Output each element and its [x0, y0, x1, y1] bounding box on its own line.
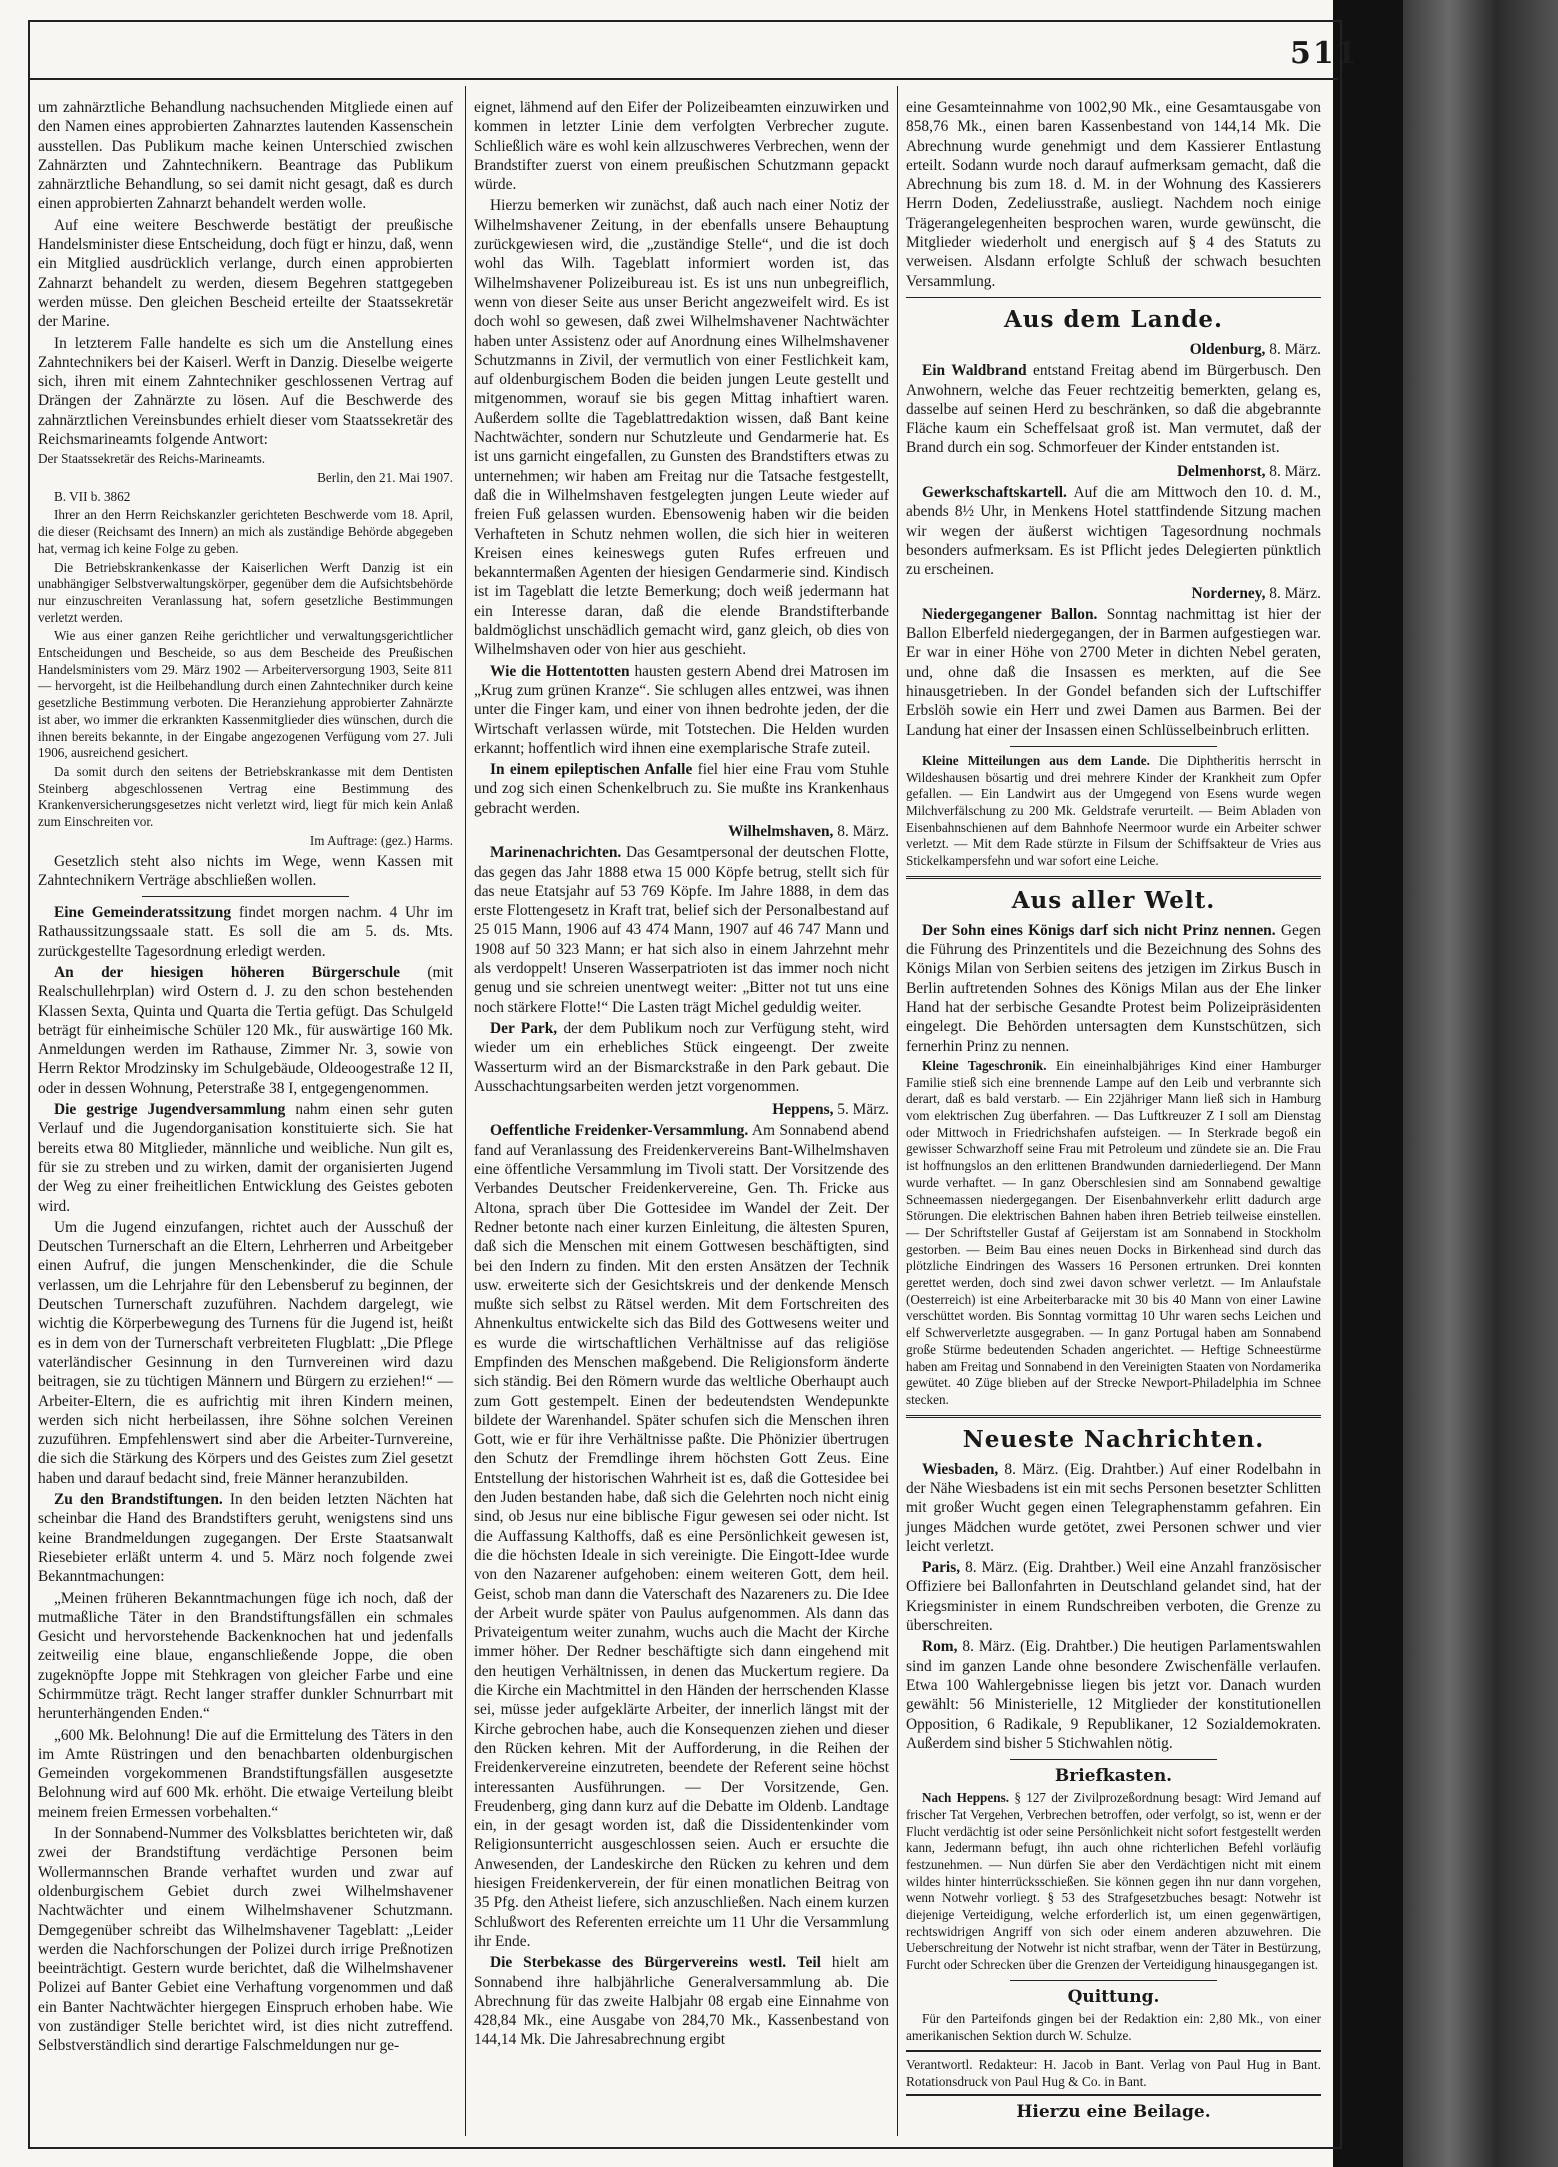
column-2 — [474, 98, 889, 2052]
article-text: Um die Jugend einzufangen, richtet auch der Ausschuß der Deutschen Turnerschaft an die Eltern, Lehrherren und Arbeitgeber einen Aufruf, die jungen Menschenkinder, die die Schule verlassen, um die Lehrjahre für den Lebensberuf zu beginnen, der Deutschen Turnerschaft zuzuführen. Nachdem dargelegt, wie wichtig die Körperbewegung des Turnens für die Jugend ist, heißt es in dem von der Turnerschaft verbreiteten Flugblatt: „Die Pflege vaterländischer Gesinnung in den Turnvereinen wird dazu beitragen, sie zu tüchtigen Männern und Bürgern zu erziehen!“ — Arbeiter-Eltern, die es aufrichtig mit ihren Kindern meinen, werden sich nicht herbeilassen, ihre Söhne solchen Vereinen zuzuführen. Empfehlenswert sind aber die Arbeiter-Turnvereine, die sich die Stärkung des Körpers und des Geistes zum Ziel gesetzt haben und darauf bedacht sind, freie Männer heranzubilden. — [38, 1218, 453, 1487]
article-text: Sonntag nachmittag ist hier der Ballon Elberfeld niedergegangen, der in Barmen aufgestiegen war. Er war in einer Höhe von 2700 Meter in dichten Nebel geraten, und, ohne daß die Insassen es merkten, auf die See hinausgetrieben. In der Gondel befanden sich der Luftschiffer Erbslöh sowie ein Herr und zwei Damen aus Barmen. Bei der Landung hat einer der Insassen einen Schlüsselbeinbruch erlitten. — [906, 605, 1322, 739]
article-text: Gesetzlich steht also nichts im Wege, wenn Kassen mit Zahntechnikern Verträge abschließen wollen. — [38, 852, 453, 889]
article-heading: Niedergegangener Ballon. — [922, 605, 1098, 623]
article-text: nahm einen sehr guten Verlauf und die Jugendorganisation konstituierte sich. Sie hat bereits etwa 80 Mitglieder, männliche und weibliche. Nun gilt es, für sie zu streben und zu wirken, damit der organisierten Jugend der Weg zu einer freiheitlichen Entwicklung des Geistes geboten wird. — [38, 1101, 453, 1215]
imprint: Verantwortl. Redakteur: H. Jacob in Bant. Verlag von Paul Hug in Bant. Rotationsdruck von Paul Hug & Co. in Bant. — [906, 2050, 1321, 2096]
section-heading: Quittung. — [1067, 1986, 1160, 2007]
article-heading: Oeffentliche Freidenker-Versammlung. — [490, 1122, 749, 1140]
letter-head: Der Staatssekretär des Reichs-Marineamts. — [38, 451, 266, 467]
article-heading: Gewerkschaftskartell. — [922, 484, 1067, 502]
article-text: um zahnärztliche Behandlung nachsuchenden Mitgliede einen auf den Namen eines approbierten Zahnarztes lautenden Kassenschein ausstellen. Das Publikum mache keinen Unterschied zwischen Zahnärzten und Zahntechnikern. Beantrage das Publikum zahnärztliche Behandlung, so sei damit nicht gesagt, daß es durch einen approbierten Zahnarzt behandelt werden wolle. — [38, 99, 453, 213]
supplement-note: Hierzu eine Beilage. — [1016, 2102, 1211, 2123]
article-text: eine Gesamteinnahme von 1002,90 Mk., eine Gesamtausgabe von 858,76 Mk., einen baren Kassenbestand von 144,14 Mk. Die Abrechnung wurde genehmigt und dem Kassierer Entlastung erteilt. Sodann wurde noch darauf aufmerksam gemacht, daß die Abrechnung bis zum 18. d. M. in der Wohnung des Kassierers Herrn Doden, Zedeliusstraße, ausliegt. Nachdem noch einige Trägerangelegenheiten besprochen waren, wurde gewünscht, die Mitglieder wiederholt und energisch auf § 4 des Statuts zu verweisen. Alsdann erfolgte Schluß der schwach besuchten Versammlung. — [906, 99, 1321, 290]
article-heading: An der hiesigen höheren Bürgerschule — [54, 964, 400, 981]
article-text: Die Diphtheritis herrscht in Wildeshausen bösartig und drei mehrere Kinder der Krankheit zum Opfer gefallen. — Ein Landwirt aus der Umgegend von Esens wurde wegen Milchverfälschung zu 200 Mk. Geldstrafe verurteilt. — Beim Abladen von Eisenbahnschienen auf dem Bahnhofe Neermoor wurde ein Arbeiter schwer verletzt. — Mit dem Rade stürzte in Filsum der Schiffsakteur de Vries aus Stickelkampersfehn und war sofort eine Leiche. — [906, 752, 1321, 869]
article-heading: Die gestrige Jugendversammlung — [54, 1101, 286, 1119]
article-text: Für den Parteifonds gingen bei der Redaktion ein: 2,80 Mk., von einer amerikanischen Sektion durch W. Schulze. — [906, 2010, 1321, 2043]
column-divider — [897, 86, 898, 2136]
dateline-place: Norderney, — [1191, 584, 1266, 602]
section-heading: Neueste Nachrichten. — [962, 1425, 1265, 1453]
article-text: Das Gesamtpersonal der deutschen Flotte, das gegen das Jahr 1888 etwa 15 000 Köpfe betrug, stellt sich für das neue Etatsjahr auf 53 769 Köpfe. Im Jahre 1888, in dem das erste Flottengesetz in Kraft trat, belief sich der Personalbestand auf 25 015 Mann, 1906 auf 43 474 Mann, 1907 auf 46 747 Mann und 1908 auf 50 323 Mann; er hat sich also in einem Jahrzehnt mehr als verdoppelt! Unseren Wasserpatrioten ist das immer noch nicht genug und sie schreien unentwegt weiter: „Bitter not tut uns eine noch stärkere Flotte!“ Die Lasten trägt Michel geduldig weiter. — [474, 844, 889, 1016]
divider — [906, 1415, 1321, 1418]
letter-text: Da somit durch den seitens der Betriebskrankasse mit dem Dentisten Steinberg abgeschlossenen Vertrag eine Bestimmung des Krankenversicherungsgesetzes nicht verletzt wird, liegt für mich kein Anlaß zum Einschreiten vor. — [38, 764, 453, 830]
article-text: In den beiden letzten Nächten hat scheinbar die Hand des Brandstifters geruht, wenigstens sind uns keine Brandmeldungen zugegangen. Der Erste Staatsanwalt Riesebieter erläßt unterm 4. und 5. März noch folgende zwei Bekanntmachungen: — [38, 1491, 453, 1586]
article-heading: Der Park, — [490, 1019, 558, 1037]
article-heading: Der Sohn eines Königs darf sich nicht Prinz nennen. — [922, 921, 1276, 939]
dateline-place: Wiesbaden, — [922, 1460, 999, 1478]
divider — [906, 297, 1321, 298]
dateline-place: Delmenhorst, — [1176, 462, 1266, 480]
article-text: (mit Realschullehrplan) wird Ostern d. J. zu den schon bestehenden Klassen Sexta, Quinta und Quarta die Tertia gefügt. Das Schulgeld beträgt für einheimische Schüler 120 Mk., für auswärtige 160 Mk. Anmeldungen werden im Rathause, Zimmer Nr. 3, sowie von Herrn Rektor Mrodzinsky im Schulgebäude, Oldeoogestraße 12 II, oder in dessen Wohnung, Peterstraße 38 I, entgegengenommen. — [38, 964, 453, 1097]
letter-text: Wie aus einer ganzen Reihe gerichtlicher und verwaltungsgerichtlicher Entscheidungen und Bescheide, so aus dem Bescheide des Preußischen Handelsministers vom 29. März 1902 — Arbeiterversorgung 1903, Seite 811 — hervorgeht, ist die Heilbehandlung durch einen Zahntechniker durch keine gesetzliche Bestimmung verboten. Die Heranziehung approbierter Zahnärzte ist aber, wo immer die erkrankten Kassenmitglieder dies wünschen, durch die ihnen bereits bekannte, in der Eingabe angezogenen Verfügung vom 27. Juli 1906, ausreichend gesichert. — [38, 628, 453, 761]
article-text: fiel hier eine Frau vom Stuhle und zog sich einen Schenkelbruch zu. Sie mußte ins Krankenhaus gebracht werden. — [474, 761, 889, 817]
dateline-place: Oldenburg, — [1189, 340, 1266, 358]
section-heading: Aus aller Welt. — [1011, 886, 1216, 914]
article-text: In letzterem Falle handelte es sich um die Anstellung eines Zahntechnikers bei der Kaiserl. Werft in Danzig. Dieselbe weigerte sich, ihren mit einem Zahntechniker geschlossenen Vertrag auf Drängen der Zahnärzte zu lösen. Auf die Beschwerde des zahnärztlichen Vereinsbundes erhielt dieser vom Staatssekretär des Reichsmarineamts folgende Antwort: — [38, 334, 453, 449]
dateline-place: Rom, — [922, 1638, 958, 1656]
article-text: Am Sonnabend abend fand auf Veranlassung des Freidenkervereins Bant-Wilhelmshaven eine öffentliche Versammlung im Tivoli statt. Der Vorsitzende des Verbandes Deutscher Freidenkervereine, Gen. Th. Fricke aus Altona, sprach über Die Gottesidee im Wandel der Zeit. Der Redner betonte nach einer kurzen Einleitung, die ältesten Spuren, daß sich die Menschen mit einem Gottwesen beschäftigten, sind bei den Indern zu finden. Mit den ersten Ansätzen der Technik usw. erweiterte sich der Gesichtskreis und der denkende Mensch mußte sich selbst zu Rätsel werden. Mit dem Fortschreiten des Ahnenkultus entwickelte sich das Bild des Gottwesens weiter und es wurde die wirtschaftlichen Verhältnisse auf das religiöse Empfinden des Menschen maßgebend. Die Religionsform änderte sich ständig. Bei den Römern wurde das weltliche Oberhaupt auch zum Gott gestempelt. Einen der bedeutendsten Wendepunkte bildete der Warenhandel. Später schufen sich die Menschen ihren Gott, wie er für ihre Verhältnisse paßte. Die Phönizier übertrugen den Schutz der Fremdlinge ihrem höchsten Gott Zeus. Eine Entstellung der historischen Wahrheit ist es, daß die Gottesidee bei den Juden bestanden habe, daß sich die Gelehrten noch nicht einig sind, ob Jesus nur eine biblische Figur gewesen sei oder nicht. Ist die Auffassung Kalthoffs, daß es eine Persönlichkeit gewesen ist, die die höchsten Ideale in sich vereinigte. Die Eingott-Idee wurde von den Nazarener aufgehoben: einem weiteren Gott, dem heil. Geist, schob man dann die Vaterschaft des Nazareners zu. Die Idee der Arbeit wurde später von Paulus aufgenommen. Als dann das Privateigentum weiter zunahm, wuchs auch die Macht der Kirche immer höher. Der Redner beschäftigte sich dann eingehend mit den heutigen Verhältnissen, in denen das Muckertum regiere. Da die Kirche ein Machtmittel in den Händen der herrschenden Klasse sei, müsse jeder aufgeklärte Arbeiter, der innerlich längst mit der Kirche gebrochen habe, auch die Konsequenzen ziehen und dieser den Rücken kehren. Mit der Aufforderung, in die Reihen der Freidenkervereine einzutreten, beendete der Referent seine höchst interessanten Ausführungen. — Der Vorsitzende, Gen. Freudenberg, ging dann kurz auf die Debatte im Oldenb. Landtage ein, in der gesagt worden ist, daß die Dissidentenkinder vom Religionsunterricht ausgeschlossen seien. Auch er ersuchte die Anwesenden, der Landeskirche den Rücken zu kehren und dem hiesigen Freidenkerverein, der für einen monatlichen Beitrag von 35 Pfg. den Atheist liefere, sich anzuschließen. Nach einem kurzen Schlußwort des Referenten erreichte um 11 Uhr die Versammlung ihr Ende. — [474, 1122, 890, 1950]
article-text: der dem Publikum noch zur Verfügung steht, wird wieder um ein erhebliches Stück eingeengt. Der zweite Wasserturm wird an der Bismarckstraße in den Park gebaut. Die Ausschachtungsarbeiten werden jetzt vorgenommen. — [474, 1019, 889, 1095]
section-heading: Briefkasten. — [1054, 1766, 1173, 1787]
article-heading: Kleine Mitteilungen aus dem Lande. — [922, 752, 1150, 768]
dateline-place: Paris, — [922, 1559, 961, 1577]
article-heading: Eine Gemeinderatssitzung — [54, 904, 232, 922]
letter-text: Ihrer an den Herrn Reichskanzler gerichteten Beschwerde vom 18. April, die dieser (Reichsamt des Innern) an mich als zuständige Behörde abgegeben hat, vermag ich keine Folge zu geben. — [38, 507, 453, 556]
article-text: eignet, lähmend auf den Eifer der Polizeibeamten einzuwirken und kommen in letzter Linie dem verfolgten Verbrecher zugute. Schließlich wäre es wohl kein allzuschweres Verbrechen, wenn der Brandstifter zuerst von einem preußischen Schutzmann gepackt würde. — [474, 99, 889, 194]
dateline-place: Wilhelmshaven, — [728, 822, 834, 840]
article-heading: Marinenachrichten. — [490, 844, 622, 862]
article-text: „600 Mk. Belohnung! Die auf die Ermittelung des Täters in den im Amte Rüstringen und den benachbarten oldenburgischen Gemeinden vorgekommenen Brandstiftungsfällen ausgesetzte Belohnung wird auf 600 Mk. erhöht. Die etwaige Verteilung bleibt meinem freien Ermessen vorbehalten.“ — [38, 1726, 453, 1821]
article-text: Auf eine weitere Beschwerde bestätigt der preußische Handelsminister diese Entscheidung, doch fügt er hinzu, daß, wenn ein Mitglied ausdrücklich verlange, durch einen approbierten Zahnarzt behandelt zu werden, diesem Begehren stattgegeben werden müsse. Den gleichen Bescheid erteilte der Staatssekretär der Marine. — [38, 216, 454, 331]
article-heading: Nach Heppens. — [922, 1790, 1010, 1806]
article-text: Hierzu bemerken wir zunächst, daß auch nach einer Notiz der Wilhelmshavener Zeitung, in der ebenfalls unsere Behauptung zurückgewiesen wird, die „zuständige Stelle“, und die ist doch wohl das Wilh. Tageblatt informiert worden ist, das Wilhelmshavener Polizeibureau ist. Es ist uns nun unbegreiflich, wenn von dieser Seite aus unser Bericht angezweifelt wird. Es ist doch wohl so gewesen, daß zwei Wilhelmshavener Nachtwächter haben unter Assistenz oder auf Anordnung eines Wilhelmshavener Schutzmanns in Zivil, der vermutlich von einer Festlichkeit kam, auf oldenburgischem Boden die beiden jungen Leute gestellt und mitgenommen, worauf sie bis gegen Mittag inhaftiert waren. Außerdem sollte die Tageblattredaktion wissen, daß Bant keine Nachtwächter, sondern nur Schutzleute und Gendarmerie hat. Es ist uns garnicht eingefallen, zu Gunsten des Brandstifters etwas zu unternehmen; wir haben am Freitag nur die Tatsache festgestellt, daß die in Wilhelmshaven festgelegten jungen Leute wieder auf freien Fuß gelassen wurden. Ebensowenig haben wir die beiden Verhafteten in Schutz nehmen wollen, die sich hier in weiteren Kreisen eines keineswegs guten Rufes erfreuen und bekanntermaßen Agenten der hiesigen Gendarmerie sind. Kindisch ist im Tageblatt die letzte Bemerkung; doch weiß jedermann hat ein Interesse daran, daß die elende Brandstifterbande baldmöglichst unschädlich gemacht wird, ganz gleich, ob dies von Wilhelmshaven oder von hier aus geschieht. — [474, 197, 889, 659]
letter-ref: B. VII b. 3862 — [54, 488, 131, 504]
dateline-date: 5. März. — [837, 1101, 889, 1119]
article-text: § 127 der Zivilprozeßordnung besagt: Wird Jemand auf frischer Tat Vergehen, Verbrechen betroffen, oder verfolgt, so ist, wenn er der Flucht verdächtig ist oder seine Persönlichkeit nicht sofort festgestellt werden kann, Jedermann befugt, ihn auch ohne richterlichen Befehl vorläufig festzunehmen. — Nun dürfen Sie aber den Verdächtigen nicht mit einem wildes hinter hinterrücksschießen. Sie können gegen ihn nur dann vorgehen, wenn Notwehr vorliegt. § 53 des Strafgesetzbuches besagt: Notwehr ist diejenige Verteidigung, welche erforderlich ist, um einen gegenwärtigen, rechtswidrigen Angriff von sich oder einem anderen abzuwehren. Die Ueberschreitung der Notwehr ist nicht strafbar, wenn der Täter in Bestürzung, Furcht oder Schrecken über die Grenzen der Verteidigung hinausgegangen ist. — [906, 1790, 1321, 1973]
divider — [142, 896, 350, 897]
section-heading: Aus dem Lande. — [1003, 305, 1224, 333]
article-text: Gegen die Führung des Prinzentitels und die Bezeichnung des Sohns des Königs Milan von Serbien seitens des jetzigen im Zirkus Busch in Berlin auftretenden Sohnes des Königs Milan aus der Ehe linker Hand hat der serbische Gesandte Protest beim Polizeipräsidenten eingelegt. Die Behörden untersagten dem Kunstschützen, sich fernerhin Prinz zu nennen. — [906, 921, 1321, 1055]
divider — [906, 876, 1321, 879]
dateline-date: 8. März. — [1269, 584, 1321, 602]
article-text: In der Sonnabend-Nummer des Volksblattes berichteten wir, daß zwei der Brandstiftung verdächtige Personen beim Wollermannschen Brande verhaftet wurden und zwar auf oldenburgischem Gebiet durch zwei Wilhelmshavener Nachtwächter und einem Wilhelmshavener Schutzmann. Demgegenüber schreibt das Wilhelmshavener Tageblatt: „Leider werden die Nachforschungen der Polizei durch irrige Preßnotizen beeinträchtigt. Gestern wurde berichtet, daß die Wilhelmshavener Polizei auf Banter Gebiet eine Verhaftung vorgenommen und daß ein Banter Nachtwächter hiergegen Einspruch erhoben habe. Wie von zuständiger Stelle berichtet wird, ist dies nicht zutreffend. Selbstverständlich sind derartige Falschmeldungen nur ge- — [38, 1825, 453, 2055]
article-text: „Meinen früheren Bekanntmachungen füge ich noch, daß der mutmaßliche Täter in den Brandstiftungsfällen ein schmales Gesicht und hervorstehende Backenknochen hat und jedenfalls zeitweilig eine blaue, enganschließende Joppe, die oben zugeknöpfte Joppe mit Stehkragen von gleicher Farbe und eine Schirmmütze trägt. Recht langer straffer dunkler Schnurrbart mit herunterhängenden Enden.“ — [38, 1589, 453, 1723]
letter-date: Berlin, den 21. Mai 1907. — [317, 470, 453, 486]
scan-page-edge — [1333, 0, 1558, 2167]
column-3 — [906, 98, 1321, 2126]
divider — [1010, 1759, 1218, 1760]
article-text: Ein eineinhalbjähriges Kind einer Hamburger Familie stieß sich eine brennende Lampe auf den Leib und verbrannte sich derart, daß es bald verstarb. — Ein 22jähriger Mann ließ sich in Hamburg vom elektrischen Zug überfahren. — Das Luftkreuzer Z I soll am Dienstag oder Mittwoch in Friedrichshafen aufsteigen. — In Sterkrade begoß ein gewisser Schwarzhoff seine Frau mit Petroleum und zündete sie an. Die Frau ist hoffnungslos an den erlittenen Brandwunden darniederliegend. Der Mann wurde verhaftet. — In ganz Oberschlesien sind am Sonnabend gewaltige Schneemassen niedergegangen. Der Eisenbahnverkehr erlitt dadurch arge Störungen. Die elektrischen Bahnen haben ihren Betrieb teilweise einstellen. — Der Schriftsteller Gustaf af Geijerstam ist am Sonnabend in Stockholm gestorben. — Beim Bau eines neuen Docks in Birkenhead sind durch das plötzliche Eindringen des Wassers 16 Personen ertrunken. Drei konnten gerettet werden, doch sind zwei davon schwer verletzt. — Im Anlaufstale (Oesterreich) ist eine Arbeiterbaracke mit 30 bis 40 Mann von einer Lawine verschüttet worden. Bis Sonntag vormittag 10 Uhr waren sechs Leichen und elf Schwerverletzte ausgegraben. — In ganz Portugal haben am Sonnabend große Stürme bedeutenden Schaden angerichtet. — Heftige Schneestürme haben am Freitag und Sonnabend in den Vereinigten Staaten von Nordamerika gewütet. 40 Züge blieben auf der Strecke Newport-Philadelphia im Schnee stecken. — [906, 1057, 1322, 1407]
column-1 — [38, 98, 453, 2058]
divider — [1010, 1980, 1218, 1981]
dateline-date: 8. März. — [1269, 462, 1321, 480]
divider — [1010, 746, 1218, 747]
article-text: entstand Freitag abend im Bürgerbusch. Den Anwohnern, welche das Feuer rechtzeitig bemerkten, gelang es, dasselbe auf seinen Herd zu beschränken, so daß die abgebrannte Fläche kaum ein Scheffelsaat groß ist. Man vermutet, daß der Brand durch ein sog. Schmorfeuer der Kinder entstanden ist. — [906, 362, 1321, 457]
article-heading: Die Sterbekasse des Bürgervereins westl. Teil — [490, 1954, 821, 1972]
article-text: 8. März. (Eig. Drahtber.) Auf einer Rodelbahn in der Nähe Wiesbadens ist ein mit sechs Personen besetzter Schlitten mit großer Wucht gegen einen Telegraphenstamm gefahren. Ein junges Mädchen wurde getötet, zwei Personen schwer und vier leicht verletzt. — [906, 1460, 1321, 1555]
article-text: hielt am Sonnabend ihre halbjährliche Generalversammlung ab. Die Abrechnung für das zweite Halbjahr 08 ergab eine Einnahme von 428,84 Mk., eine Ausgabe von 284,70 Mk., Kassenbestand von 144,14 Mk. Die Jahresabrechnung ergibt — [474, 1954, 889, 2049]
top-rule — [28, 78, 1338, 80]
dateline-date: 8. März. — [837, 822, 889, 840]
article-text: hausten gestern Abend drei Matrosen im „Krug zum grünen Kranze“. Sie schlugen alles entzwei, was ihnen unter die Finger kam, und einer von ihnen bedrohte jeden, der die Wirtschaft verlassen würde, mit Totstechen. Die Helden wurden erkannt; hoffentlich wird ihnen eine exemplarische Strafe zuteil. — [474, 662, 890, 757]
article-text: 8. März. (Eig. Drahtber.) Die heutigen Parlamentswahlen sind im ganzen Lande ohne besondere Zwischenfälle verlaufen. Etwa 100 Wahlergebnisse liegen bis jetzt vor. Danach wurden gewählt: 56 Ministerielle, 12 Mitglieder der konstitutionellen Opposition, 6 Radikale, 9 Republikaner, 12 Sozialdemokraten. Außerdem sind bisher 5 Stichwahlen nötig. — [906, 1638, 1321, 1752]
dateline-place: Heppens, — [772, 1101, 834, 1119]
page-number: 511 — [1290, 36, 1359, 71]
dateline-date: 8. März. — [1269, 340, 1321, 358]
letter-text: Die Betriebskrankenkasse der Kaiserlichen Werft Danzig ist ein unabhängiger Selbstverwaltungskörper, gegenüber dem die Aufsichtsbehörde nur einzuschreiten Veranlassung hat, sofern gesetzliche Bestimmungen verletzt werden. — [38, 559, 453, 625]
article-heading: Wie die Hottentotten — [490, 662, 630, 680]
article-text: Auf die am Mittwoch den 10. d. M., abends 8½ Uhr, in Menkens Hotel stattfindende Sitzung machen wir wegen der äußerst wichtigen Tagesordnung nochmals besonders aufmerksam. Es ist Pflicht jedes Delegierten pünktlich zu erscheinen. — [906, 484, 1321, 579]
article-heading: Zu den Brandstiftungen. — [54, 1491, 223, 1509]
column-divider — [465, 86, 466, 2136]
article-text: findet morgen nachm. 4 Uhr im Rathaussitzungssaale statt. Es soll die am 5. ds. Mts. zurückgestellte Tagesordnung erledigt werden. — [38, 904, 453, 960]
article-heading: Ein Waldbrand — [922, 362, 1027, 380]
article-text: 8. März. (Eig. Drahtber.) Weil eine Anzahl französischer Offiziere bei Ballonfahrten in Deutschland gelandet sind, hat der Kriegsminister in einem Rundschreiben verboten, die Grenze zu überschreiten. — [906, 1559, 1321, 1635]
letter-signature: Im Auftrage: (gez.) Harms. — [309, 832, 453, 848]
article-heading: In einem epileptischen Anfalle — [490, 761, 693, 779]
article-heading: Kleine Tageschronik. — [922, 1057, 1047, 1073]
